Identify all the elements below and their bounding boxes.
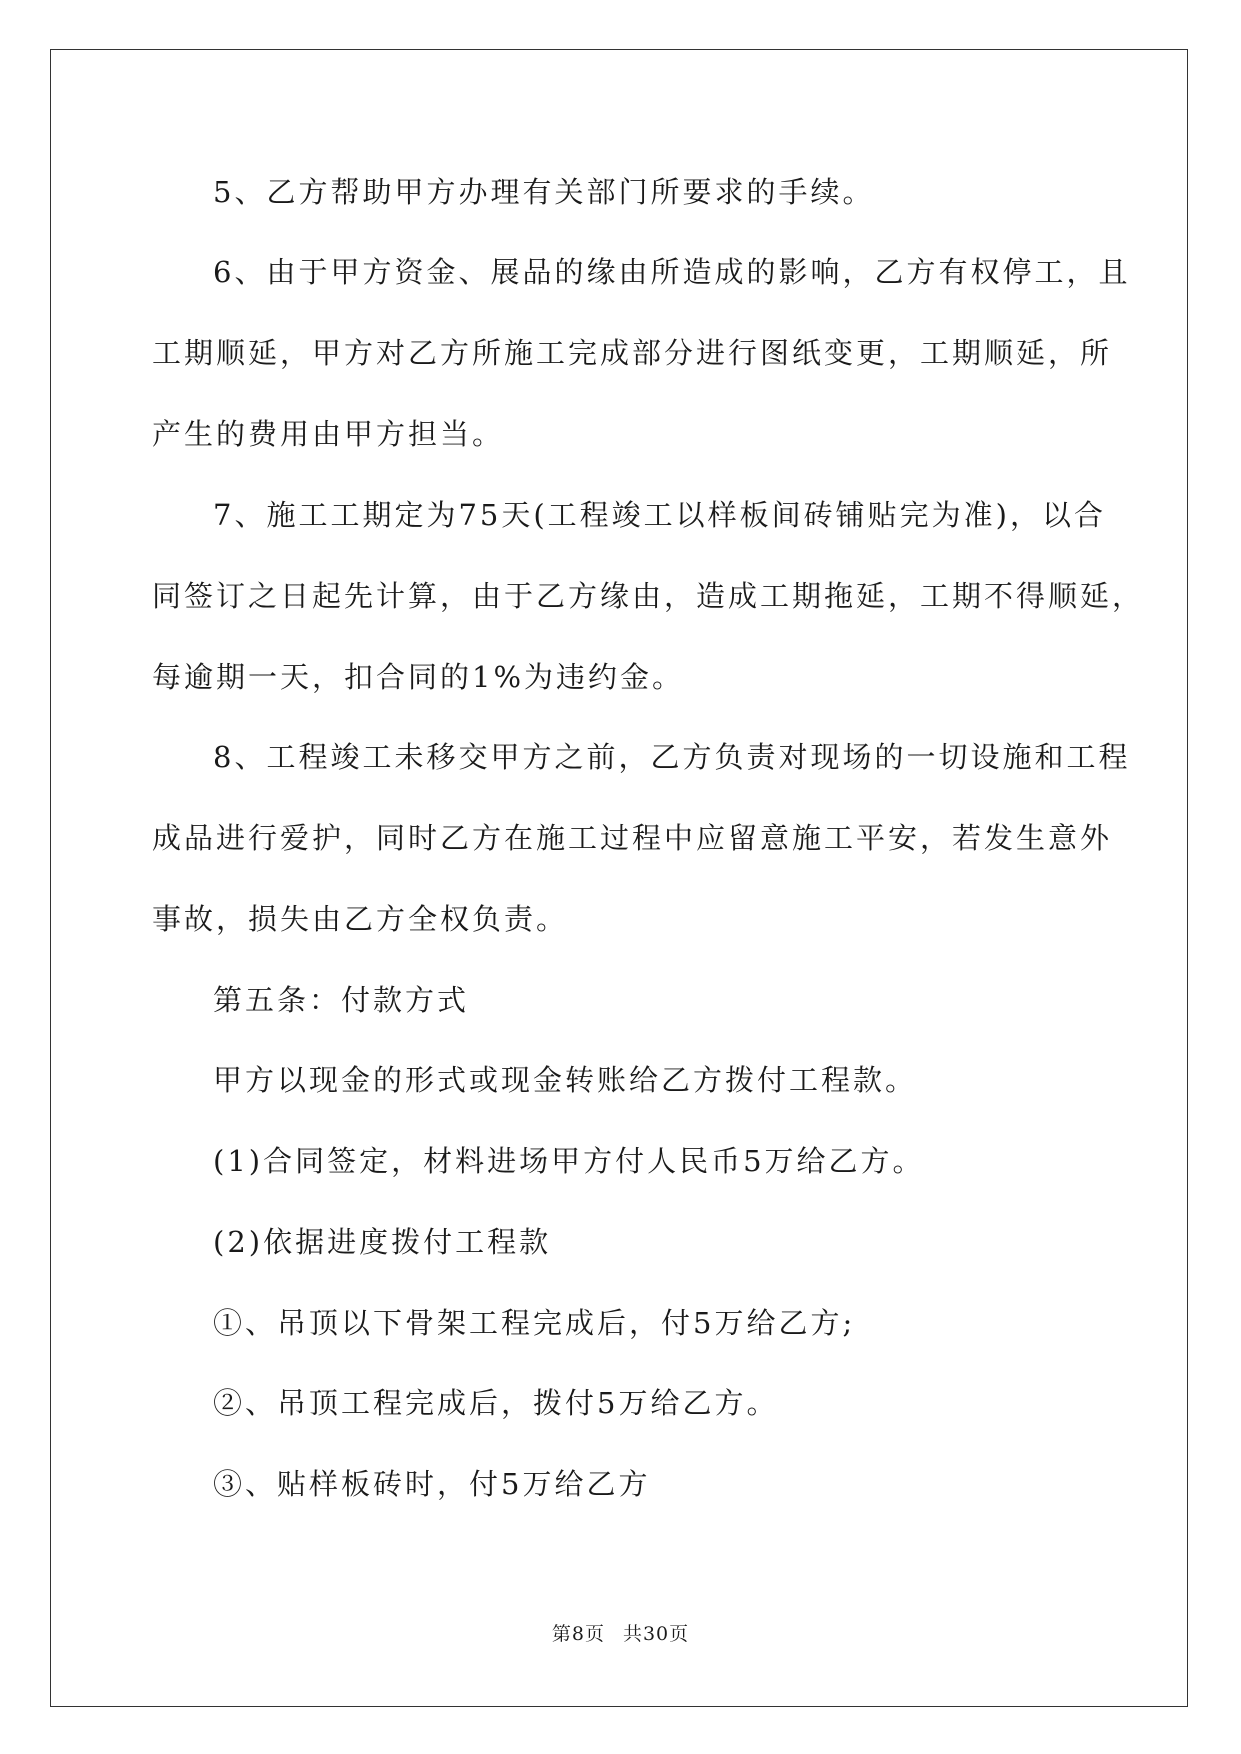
payment-subitem-1: ①、吊顶以下骨架工程完成后，付5万给乙方; — [213, 1306, 856, 1340]
paragraph-5: 5、乙方帮助甲方办理有关部门所要求的手续。 — [213, 175, 875, 209]
payment-method-text: 甲方以现金的形式或现金转账给乙方拨付工程款。 — [213, 1063, 918, 1097]
paragraph-7-line-3: 每逾期一天，扣合同的1%为违约金。 — [152, 660, 685, 694]
paragraph-8-line-3: 事故，损失由乙方全权负责。 — [152, 902, 569, 936]
section-heading-payment: 第五条：付款方式 — [213, 983, 470, 1017]
page-number-total: 共30页 — [622, 1623, 690, 1645]
paragraph-6-line-1: 6、由于甲方资金、展品的缘由所造成的影响，乙方有权停工，且 — [213, 255, 1131, 289]
page-border — [50, 49, 1188, 1707]
page-number-current: 第8页 — [551, 1623, 605, 1645]
payment-item-2: (2)依据进度拨付工程款 — [213, 1225, 552, 1259]
payment-subitem-2: ②、吊顶工程完成后，拨付5万给乙方。 — [213, 1386, 779, 1420]
paragraph-7-line-2: 同签订之日起先计算，由于乙方缘由，造成工期拖延，工期不得顺延， — [152, 579, 1145, 613]
paragraph-7-line-1: 7、施工工期定为75天(工程竣工以样板间砖铺贴完为准)，以合 — [213, 498, 1106, 532]
page-footer — [0, 1622, 1241, 1646]
payment-item-1: (1)合同签定，材料进场甲方付人民币5万给乙方。 — [213, 1144, 925, 1178]
payment-subitem-3: ③、贴样板砖时，付5万给乙方 — [213, 1467, 651, 1501]
paragraph-6-line-2: 工期顺延，甲方对乙方所施工完成部分进行图纸变更，工期顺延，所 — [152, 336, 1113, 370]
paragraph-6-line-3: 产生的费用由甲方担当。 — [152, 417, 505, 451]
paragraph-8-line-2: 成品进行爱护，同时乙方在施工过程中应留意施工平安，若发生意外 — [152, 821, 1113, 855]
paragraph-8-line-1: 8、工程竣工未移交甲方之前，乙方负责对现场的一切设施和工程 — [213, 740, 1131, 774]
